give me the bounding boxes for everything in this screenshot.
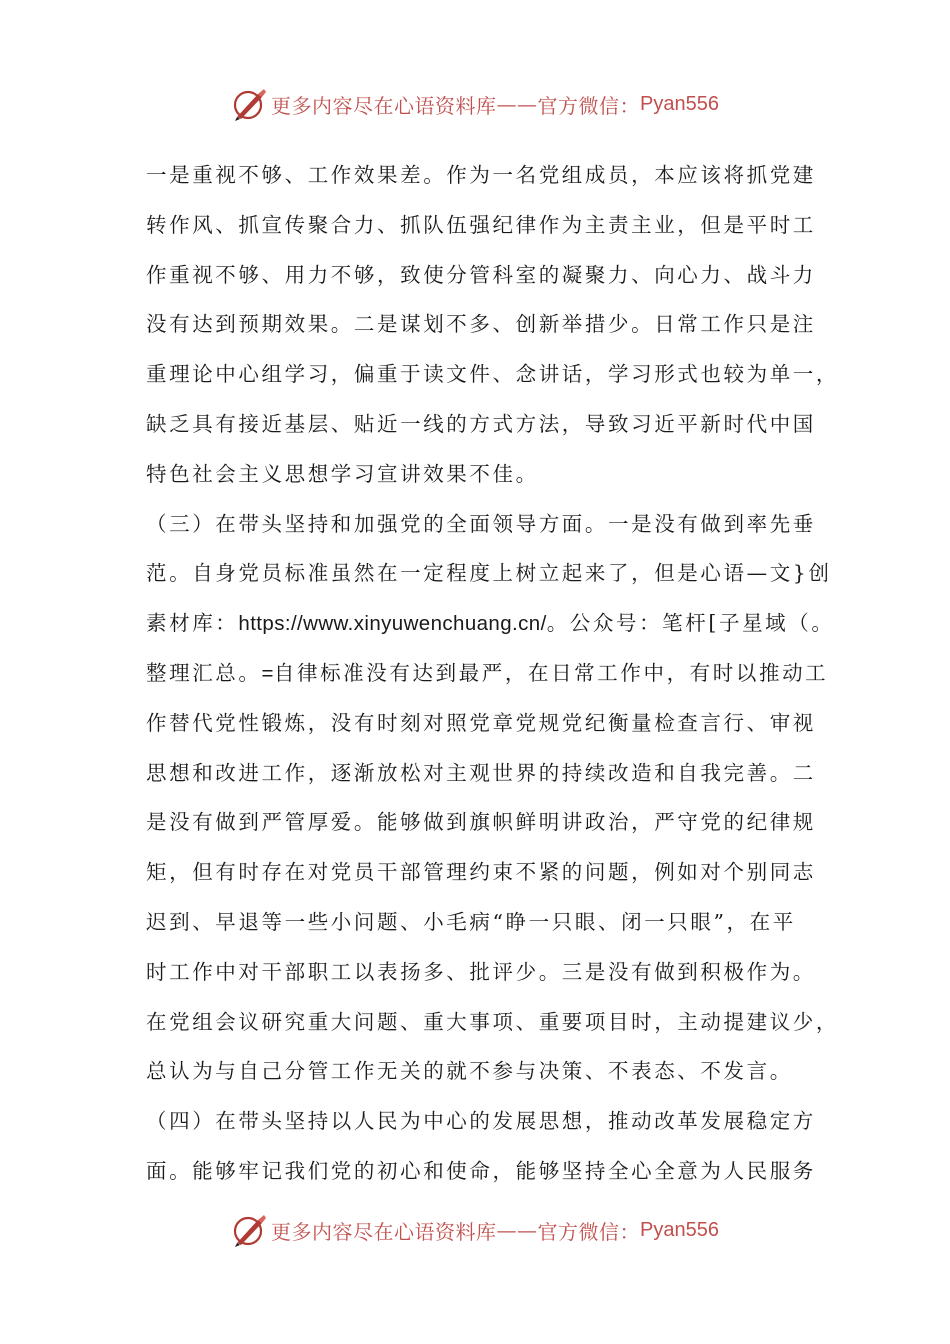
body-line: 思想和改进工作，逐渐放松对主观世界的持续改造和自我完善。二 (146, 760, 816, 785)
body-line: 在党组会议研究重大问题、重大事项、重要项目时，主动提建议少， (146, 1009, 839, 1034)
equals-symbol: = (261, 661, 274, 685)
pen-in-circle-logo-icon (231, 1212, 267, 1248)
banner-official-label: 官方微信： (537, 93, 641, 118)
body-line: 特色社会主义思想学习宣讲效果不佳。 (146, 461, 539, 486)
body-line: 面。能够牢记我们党的初心和使命，能够坚持全心全意为人民服务 (146, 1158, 816, 1183)
url-line-suffix: 。公众号：笔杆[子星域（。 (546, 611, 835, 636)
url-line (146, 599, 835, 649)
body-line: 迟到、早退等一些小问题、小毛病“睁一只眼、闭一只眼”，在平 (146, 909, 796, 934)
banner-main-text: 更多内容尽在心语资料库 (271, 1219, 497, 1244)
mixed-line-rest: 自律标准没有达到最严，在日常工作中，有时以推动工 (273, 660, 829, 685)
mixed-line-prefix: 整理汇总。 (146, 660, 262, 685)
document-body (146, 151, 839, 1197)
section-heading-line: （四）在带头坚持以人民为中心的发展思想，推动改革发展稳定方 (146, 1109, 816, 1134)
mixed-line (146, 649, 829, 699)
body-line: 时工作中对干部职工以表扬多、批评少。三是没有做到积极作为。 (146, 959, 816, 984)
section-heading-line: （三）在带头坚持和加强党的全面领导方面。一是没有做到率先垂 (146, 511, 816, 536)
body-line: 转作风、抓宣传聚合力、抓队伍强纪律作为主责主业，但是平时工 (146, 212, 816, 237)
body-line: 矩，但有时存在对党员干部管理约束不紧的问题，例如对个别同志 (146, 860, 816, 885)
body-line: 是没有做到严管厚爱。能够做到旗帜鲜明讲政治，严守党的纪律规 (146, 810, 816, 835)
banner-dash: —— (496, 92, 538, 116)
body-line: 没有达到预期效果。二是谋划不多、创新举措少。日常工作只是注 (146, 312, 816, 337)
header-watermark-banner (0, 84, 950, 124)
url-line-prefix: 素材库： (146, 611, 239, 636)
footer-watermark-banner (0, 1210, 950, 1250)
body-line: 缺乏具有接近基层、贴近一线的方式方法，导致习近平新时代中国 (146, 411, 816, 436)
banner-official-label: 官方微信： (537, 1219, 641, 1244)
banner-wechat-id: Pyan556 (640, 1218, 719, 1241)
body-line: 重理论中心组学习，偏重于读文件、念讲话，学习形式也较为单一， (146, 362, 839, 387)
banner-dash: —— (496, 1218, 538, 1242)
body-line: 作替代党性锻炼，没有时刻对照党章党规党纪衡量检查言行、审视 (146, 710, 816, 735)
body-line: 一是重视不够、工作效果差。作为一名党组成员，本应该将抓党建 (146, 163, 816, 187)
website-url-link[interactable]: https://www.xinyuwenchuang.cn/ (238, 612, 547, 636)
body-line: 作重视不够、用力不够，致使分管科室的凝聚力、向心力、战斗力 (146, 262, 816, 287)
body-line: 范。自身党员标准虽然在一定程度上树立起来了，但是心语—文}创 (146, 561, 832, 586)
pen-in-circle-logo-icon (231, 86, 267, 122)
body-line: 总认为与自己分管工作无关的就不参与决策、不表态、不发言。 (146, 1059, 793, 1084)
banner-wechat-id: Pyan556 (640, 92, 719, 115)
banner-main-text: 更多内容尽在心语资料库 (271, 93, 497, 118)
